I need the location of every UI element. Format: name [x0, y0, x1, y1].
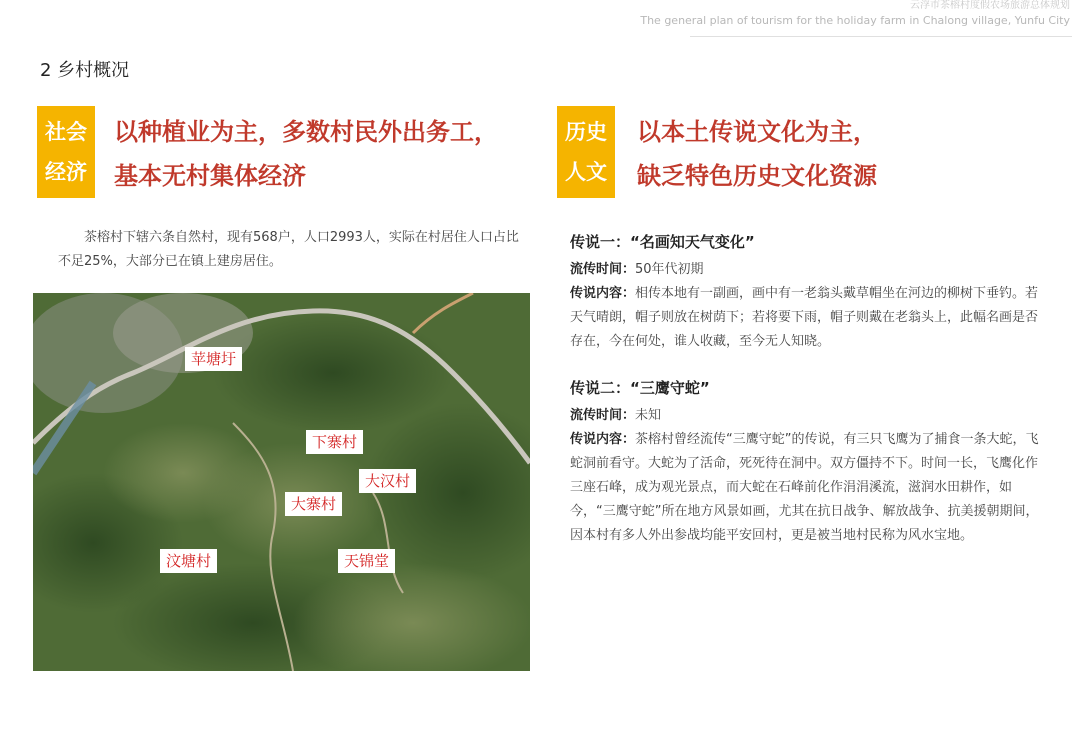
- village-label: 大寨村: [285, 492, 342, 516]
- village-label: 天锦堂: [338, 549, 395, 573]
- tag-social-economy: [37, 106, 95, 198]
- village-label: 苹塘圩: [185, 347, 242, 371]
- legend-time-label: 流传时间：: [570, 262, 636, 277]
- legend-item: [570, 376, 1040, 548]
- tag-line-1: 社会: [45, 120, 87, 144]
- headline-line-1: 以种植业为主，多数村民外出务工，: [114, 118, 498, 146]
- section-title: 2 乡村概况: [40, 60, 130, 81]
- header-cn-title: 云浮市茶榕村度假农场旅游总体规划: [910, 0, 1070, 11]
- headline-line-2: 基本无村集体经济: [114, 162, 306, 190]
- tag-line-2: 人文: [565, 160, 607, 184]
- tag-line-1: 历史: [565, 120, 607, 144]
- legends-list: [570, 230, 1040, 570]
- legend-content: [570, 282, 1040, 354]
- village-label: 下寨村: [306, 430, 363, 454]
- legend-content-value: 茶榕村曾经流传“三鹰守蛇”的传说，有三只飞鹰为了捕食一条大蛇，飞蛇洞前看守。大蛇为了活命，死死待在洞中。双方僵持不下。时间一长，飞鹰化作三座石峰，成为观光景点，而大蛇在石峰前化作涓涓溪流，滋润水田耕作，如今，“三鹰守蛇”所在地方风景如画，尤其在抗日战争、解放战争、抗美援朝期间，因本村有多人外出参战均能平安回村，更是被当地村民称为风水宝地。: [570, 432, 1039, 543]
- tag-line-2: 经济: [45, 160, 87, 184]
- legend-time: [570, 404, 1040, 428]
- headline-line-2: 缺乏特色历史文化资源: [637, 162, 877, 190]
- legend-content-value: 相传本地有一副画，画中有一老翁头戴草帽坐在河边的柳树下垂钓。若天气晴朗，帽子则放在树荫下；若将要下雨，帽子则戴在老翁头上，此幅名画是否存在，今在何处，谁人收藏，至今无人知晓。: [570, 286, 1039, 349]
- village-label: 大汉村: [359, 469, 416, 493]
- header-divider: [690, 36, 1072, 37]
- satellite-map: [33, 293, 530, 671]
- header-en-title: The general plan of tourism for the holiday farm in Chalong village, Yunfu City: [640, 14, 1070, 27]
- satellite-map-image: [33, 293, 530, 671]
- legend-content: [570, 428, 1040, 548]
- legend-content-label: 传说内容：: [570, 286, 636, 301]
- legend-time-value: 未知: [635, 408, 662, 423]
- legend-title: 传说一：“名画知天气变化”: [570, 233, 755, 251]
- headline-social-economy: [114, 110, 498, 198]
- legend-item: [570, 230, 1040, 354]
- village-label: 汶塘村: [160, 549, 217, 573]
- legend-title: 传说二：“三鹰守蛇”: [570, 379, 710, 397]
- legend-time: [570, 258, 1040, 282]
- legend-time-value: 50年代初期: [635, 262, 704, 277]
- village-intro: 茶榕村下辖六条自然村，现有568户，人口2993人，实际在村居住人口占比不足25%，大部分已在镇上建房居住。: [58, 230, 519, 269]
- headline-line-1: 以本土传说文化为主，: [637, 118, 877, 146]
- tag-history-culture: [557, 106, 615, 198]
- legend-time-label: 流传时间：: [570, 408, 636, 423]
- headline-history-culture: [637, 110, 877, 198]
- legend-content-label: 传说内容：: [570, 432, 636, 447]
